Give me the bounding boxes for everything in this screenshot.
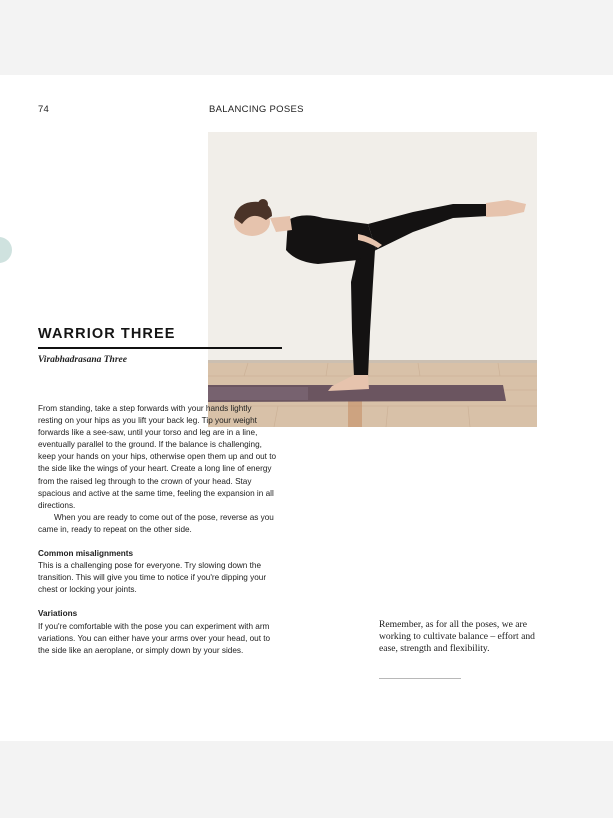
section-text-variations: If you're comfortable with the pose you can experiment with arm variations. You can either have your arms over your head, out to the side like an aeroplane, or simply down by your sides. — [38, 621, 271, 655]
pull-quote-rule — [379, 678, 461, 679]
pull-quote: Remember, as for all the poses, we are working to cultivate balance – effort and ease, strength and flexibility. — [379, 619, 535, 655]
section-heading-variations: Variations — [38, 609, 78, 619]
running-head: BALANCING POSES — [209, 104, 304, 115]
pose-sanskrit-name: Virabhadrasana Three — [38, 355, 127, 365]
pose-title: WARRIOR THREE — [38, 326, 176, 342]
page-number: 74 — [38, 104, 49, 115]
body-text — [38, 403, 278, 657]
instructions-paragraph: From standing, take a step forwards with your hands lightly resting on your hips as you lift your back leg. Tip your weight forwards like a see-saw, until your torso and leg are in a line, eventually parallel to the ground. If the balance is challenging, keep your hands on your hips, otherwise open them up and out to the side like the wings of your heart. Create a long line of energy from the raised leg through to the crown of your head. Stay spacious and active at the same time, feeling the expansion in all directions. — [38, 404, 277, 510]
exit-pose-paragraph: When you are ready to come out of the pose, reverse as you came in, ready to repeat on the other side. — [38, 512, 274, 534]
section-text-misalignments: This is a challenging pose for everyone. Try slowing down the transition. This will give you time to notice if you're dipping your chest or locking your joints. — [38, 561, 267, 595]
title-rule — [38, 347, 282, 349]
pose-photo — [208, 132, 537, 427]
section-heading-misalignments: Common misalignments — [38, 549, 134, 559]
